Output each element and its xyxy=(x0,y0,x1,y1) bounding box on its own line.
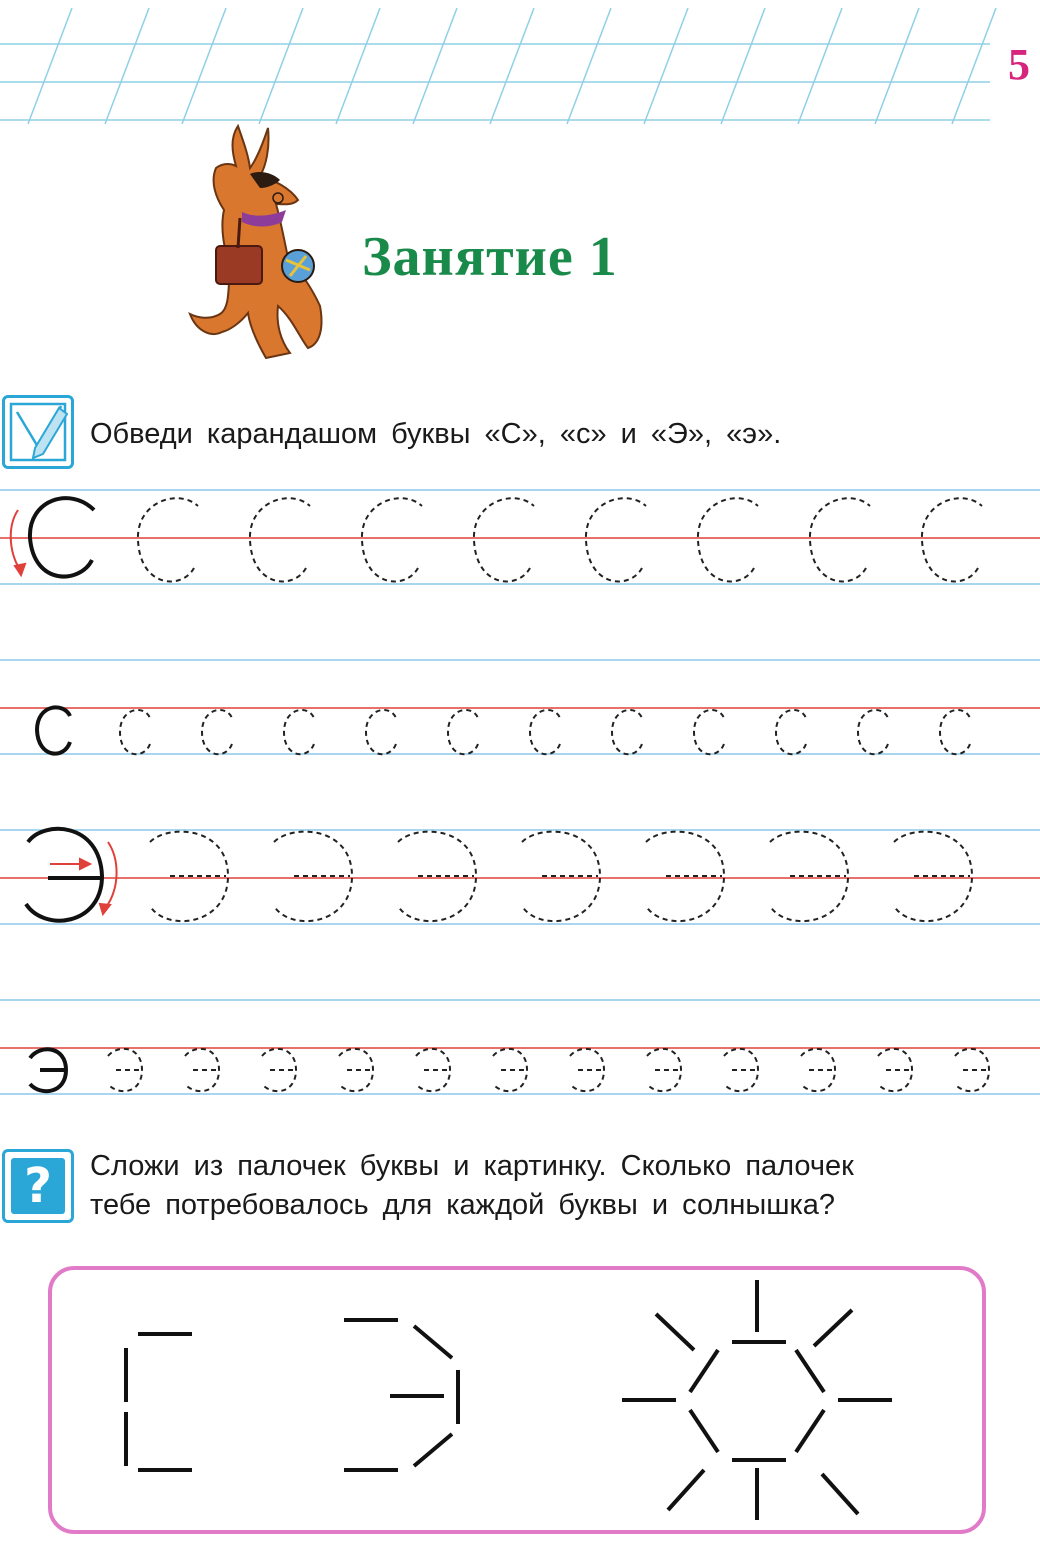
trace-upper-c xyxy=(698,498,758,581)
trace-lower-e xyxy=(724,1049,758,1091)
handwriting-grid xyxy=(0,0,1040,130)
task-pencil-icon xyxy=(2,395,74,469)
task-question-icon xyxy=(2,1149,74,1223)
trace-lower-e xyxy=(262,1049,296,1091)
trace-lower-c xyxy=(940,710,970,754)
task2-instruction-line1: Сложи из палочек буквы и картинку. Сколько палочек xyxy=(90,1150,854,1182)
grid-slant-line xyxy=(182,8,226,124)
trace-lower-e xyxy=(570,1049,604,1091)
sample-letter-lower-c xyxy=(37,707,70,753)
sample-letter-lower-e xyxy=(30,1049,66,1091)
trace-upper-e xyxy=(398,832,476,921)
trace-lower-c xyxy=(694,710,724,754)
trace-lower-e xyxy=(416,1049,450,1091)
trace-lower-c xyxy=(366,710,396,754)
trace-upper-c xyxy=(586,498,646,581)
stick-letter-e xyxy=(344,1320,458,1470)
trace-lower-e xyxy=(185,1049,219,1091)
grid-slant-line xyxy=(28,8,72,124)
trace-lower-e xyxy=(878,1049,912,1091)
trace-upper-c xyxy=(810,498,870,581)
grid-slant-line xyxy=(644,8,688,124)
grid-slant-line xyxy=(259,8,303,124)
trace-upper-e xyxy=(646,832,724,921)
trace-lower-c xyxy=(284,710,314,754)
question-mark-icon: ? xyxy=(11,1158,65,1214)
trace-lower-e xyxy=(493,1049,527,1091)
trace-upper-e xyxy=(274,832,352,921)
trace-lower-e xyxy=(647,1049,681,1091)
grid-slant-line xyxy=(875,8,919,124)
sample-letters xyxy=(0,480,130,1110)
grid-slant-line xyxy=(490,8,534,124)
trace-lower-e xyxy=(955,1049,989,1091)
trace-upper-e xyxy=(770,832,848,921)
trace-lower-c xyxy=(202,710,232,754)
page-number: 5 xyxy=(1008,40,1030,89)
trace-lower-e xyxy=(801,1049,835,1091)
kangaroo-illustration xyxy=(180,118,325,368)
tracing-practice-area xyxy=(0,480,1040,1110)
grid-slant-line xyxy=(413,8,457,124)
stick-puzzle-box xyxy=(48,1266,986,1534)
sample-letter-upper-c xyxy=(30,498,94,576)
task2-instruction-line2: тебе потребовалось для каждой буквы и солнышка? xyxy=(90,1189,836,1221)
trace-lower-e xyxy=(339,1049,373,1091)
trace-lower-c xyxy=(858,710,888,754)
trace-lower-c xyxy=(530,710,560,754)
grid-slant-line xyxy=(952,8,996,124)
grid-slant-line xyxy=(336,8,380,124)
trace-upper-e xyxy=(150,832,228,921)
trace-upper-e xyxy=(522,832,600,921)
lesson-title: Занятие 1 xyxy=(362,226,618,288)
trace-lower-c xyxy=(776,710,806,754)
trace-lower-c xyxy=(612,710,642,754)
stick-letter-c xyxy=(126,1334,192,1470)
trace-upper-c xyxy=(922,498,982,581)
stick-sun xyxy=(622,1280,892,1520)
task1-instruction: Обведи карандашом буквы «С», «с» и «Э», «э». xyxy=(90,418,782,450)
grid-slant-line xyxy=(721,8,765,124)
trace-upper-c xyxy=(362,498,422,581)
trace-upper-c xyxy=(138,498,198,581)
grid-slant-line xyxy=(105,8,149,124)
trace-upper-c xyxy=(250,498,310,581)
trace-lower-c xyxy=(448,710,478,754)
kangaroo-icon xyxy=(190,126,322,358)
trace-upper-e xyxy=(894,832,972,921)
grid-slant-line xyxy=(798,8,842,124)
grid-slant-line xyxy=(567,8,611,124)
sample-letter-upper-e xyxy=(26,829,102,921)
trace-upper-c xyxy=(474,498,534,581)
